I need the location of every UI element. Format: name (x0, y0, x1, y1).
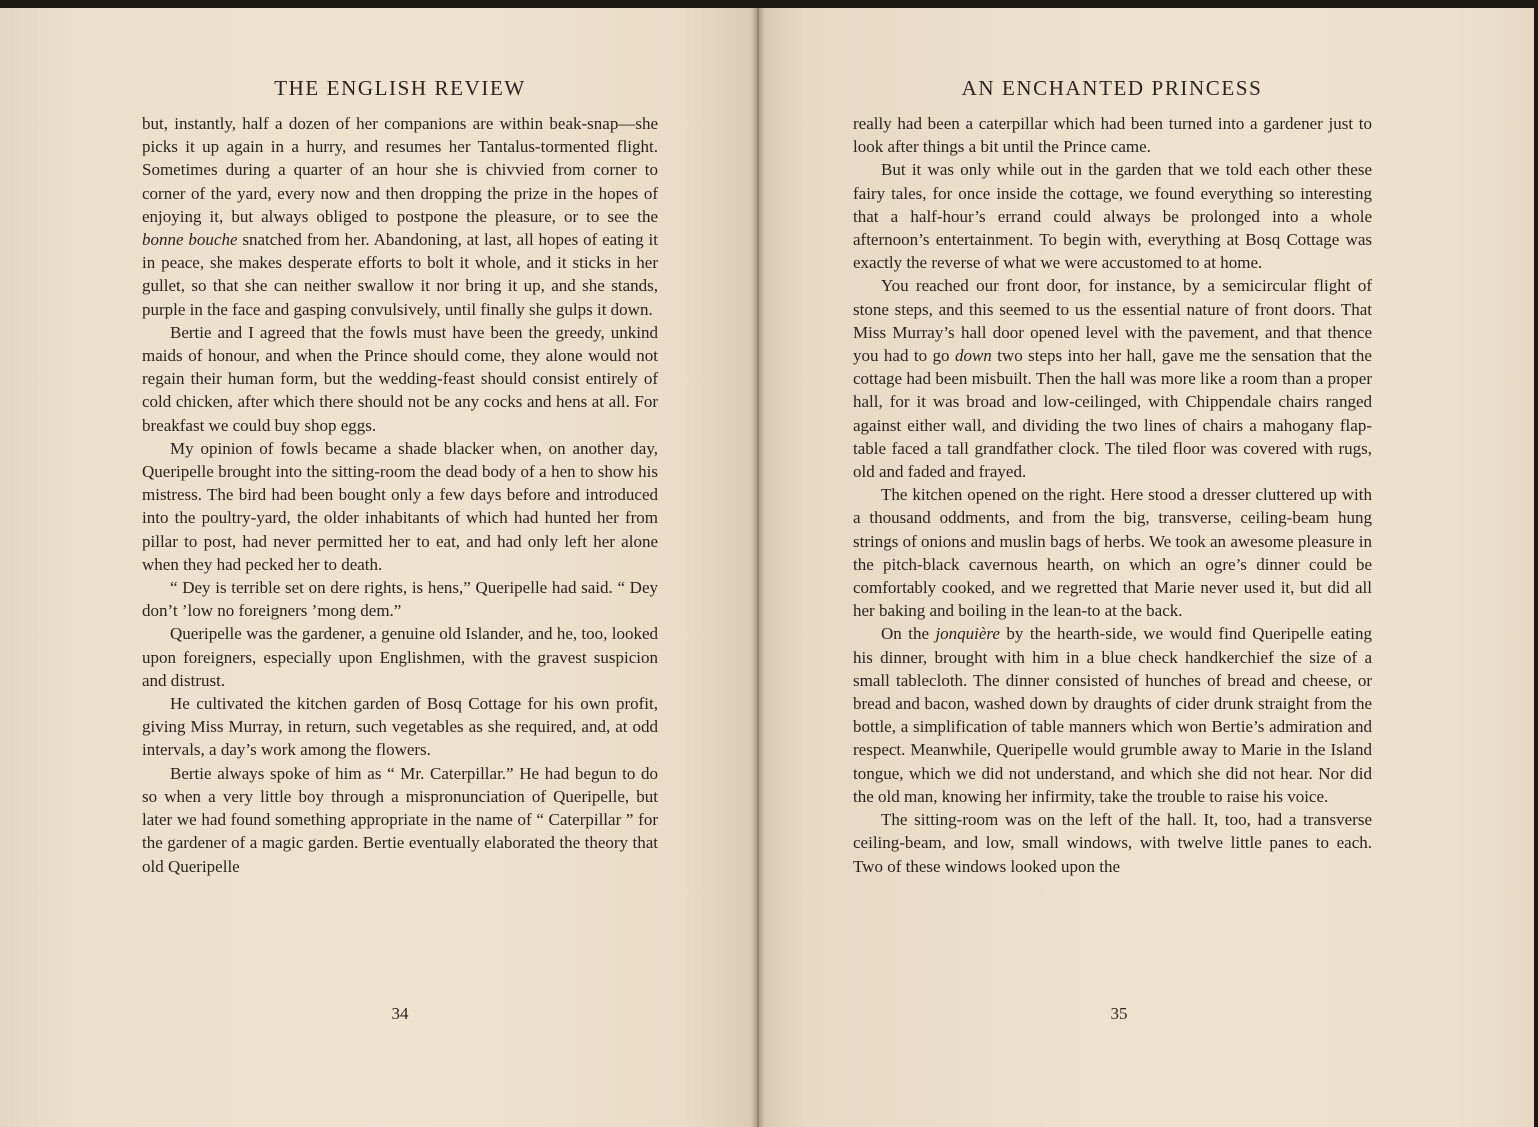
book-gutter (751, 8, 765, 1127)
page-number: 34 (391, 1004, 409, 1023)
page-number: 35 (1110, 1004, 1128, 1023)
paragraph: Bertie and I agreed that the fowls must have been the greedy, unkind maids of honour, and when the Prince should come, they alone would not regain their human form, but the wedding-feast should consist entirely of cold chicken, after which there should not be any cocks and hens at all. For breakfast we could buy shop eggs. (142, 322, 658, 435)
italic-phrase: down (954, 346, 992, 366)
text-run: but, instantly, half a dozen of her companions are within beak-snap—she picks it up again in a hurry, and resumes her Tantalus-tormented flight. Sometimes during a quarter of an hour she is chivvied from corner to corner of the yard, every now and then dropping the prize in the hopes of enjoying it, but always obliged to postpone the pleasure, or to see the (142, 114, 658, 226)
text-run: You reached our front door, for instance, by a semicircular flight of stone steps, and this seemed to us the essential nature of front doors. That Miss Murray’s hall door opened level with the pavement, and that thence you had to go (853, 276, 1372, 366)
paragraph (853, 622, 1372, 808)
paragraph: Bertie always spoke of him as “ Mr. Caterpillar.” He had begun to do so when a very little boy through a mispronunciation of Queripelle, but later we had found something appropriate in the name of “ Caterpillar ” for the gardener of a magic garden. Bertie eventually elaborated the theory that old Queripelle (142, 763, 658, 876)
text-run: snatched from her. Abandoning, at last, all hopes of eating it in peace, she makes desperate efforts to bolt it whole, and it sticks in her gullet, so that she can neither swallow it nor bring it up, and she stands, purple in the face and gasping convulsively, until finally she gulps it down. (142, 230, 658, 319)
running-head: AN ENCHANTED PRINCESS (961, 76, 1263, 100)
paragraph: The sitting-room was on the left of the hall. It, too, had a transverse ceiling-beam, and low, small windows, with twelve little panes to each. Two of these windows looked upon the (853, 810, 1372, 876)
body-text (853, 112, 1372, 878)
body-text (142, 112, 658, 878)
left-page (0, 8, 757, 1127)
paragraph: The kitchen opened on the right. Here stood a dresser cluttered up with a thousand oddments, and from the big, transverse, ceiling-beam hung strings of onions and muslin bags of herbs. We took an awesome pleasure in the pitch-black cavernous hearth, on which an ogre’s dinner could be comfortably cooked, and we regretted that Marie never used it, but did all her baking and boiling in the lean-to at the back. (853, 485, 1372, 621)
right-page (757, 8, 1534, 1127)
text-run: On the (881, 624, 936, 644)
text-run: by the hearth-side, we would find Queripelle eating his dinner, brought with him in a blue check handkerchief the size of a small tablecloth. The dinner consisted of hunches of bread and cheese, or bread and bacon, washed down by draughts of cider drunk straight from the bottle, a simplification of table manners which won Bertie’s admiration and respect. Meanwhile, Queripelle would grumble away to Marie in the Island tongue, which we did not understand, and which she did not hear. Nor did the old man, knowing her infirmity, take the trouble to raise his voice. (853, 624, 1373, 806)
italic-phrase: bonne bouche (142, 230, 238, 250)
paragraph: My opinion of fowls became a shade blacker when, on another day, Queripelle brought into the sitting-room the dead body of a hen to show his mistress. The bird had been bought only a few days before and introduced into the poultry-yard, the older inhabitants of which had hunted her from pillar to post, had never permitted her to eat, and had only left her alone when they had pecked her to death. (142, 438, 658, 574)
paragraph: Queripelle was the gardener, a genuine old Islander, and he, too, looked upon foreigners, especially upon Englishmen, with the gravest suspicion and distrust. (142, 624, 658, 690)
paragraph (853, 274, 1372, 483)
paragraph: “ Dey is terrible set on dere rights, is hens,” Queripelle had said. “ Dey don’t ’low no foreigners ’mong dem.” (142, 578, 658, 621)
italic-phrase: jonquière (935, 624, 1000, 644)
text-run: two steps into her hall, gave me the sensation that the cottage had been misbuilt. Then the hall was more like a room than a proper hall, for it was broad and low-ceilinged, with Chippendale chairs ranged against either wall, and dividing the two lines of chairs a mahogany flap-table faced a tall grandfather clock. The tiled floor was covered with rugs, old and faded and frayed. (853, 346, 1372, 482)
paragraph: really had been a caterpillar which had been turned into a gardener just to look after things a bit until the Prince came. (853, 114, 1372, 157)
paragraph: He cultivated the kitchen garden of Bosq Cottage for his own profit, giving Miss Murray, in return, such vegetables as she required, and, at odd intervals, a day’s work among the flowers. (142, 694, 658, 760)
paragraph (142, 112, 658, 321)
running-head: THE ENGLISH REVIEW (274, 76, 526, 100)
paragraph: But it was only while out in the garden that we told each other these fairy tales, for once inside the cottage, we found everything so interesting that a half-hour’s errand could always be prolonged into a whole afternoon’s entertainment. To begin with, everything at Bosq Cottage was exactly the reverse of what we were accustomed to at home. (853, 160, 1372, 273)
